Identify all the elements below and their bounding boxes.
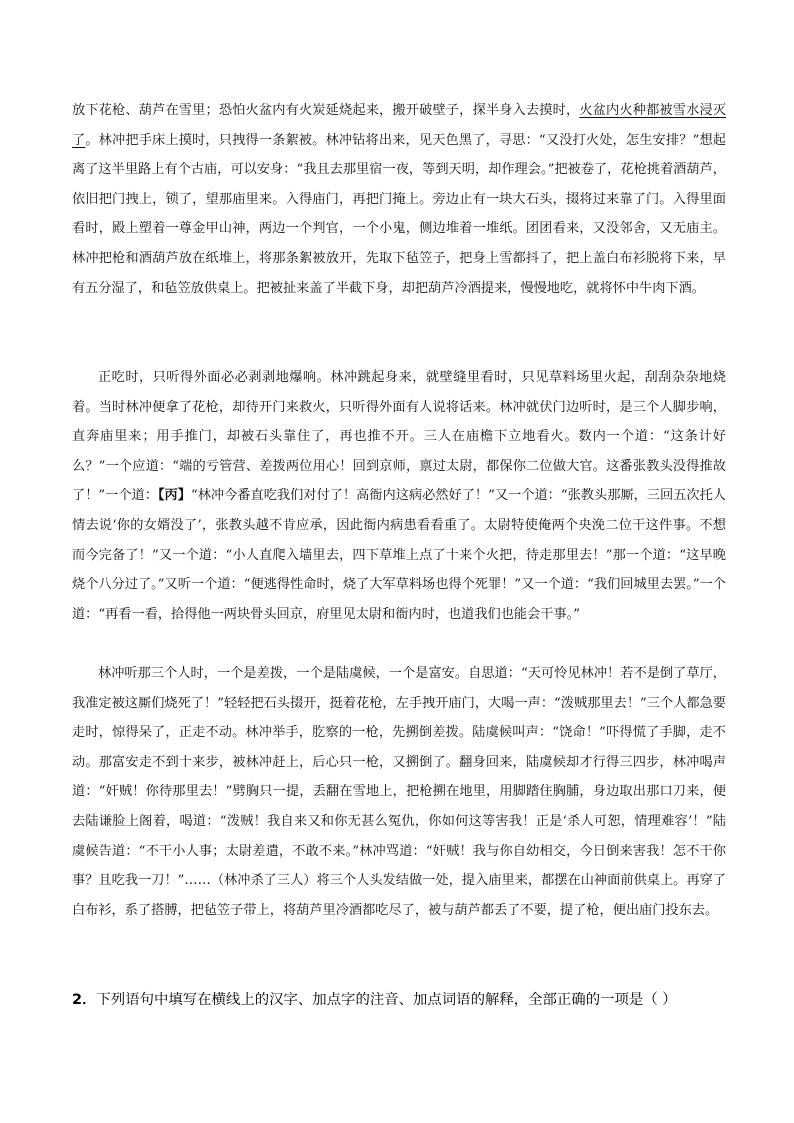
paragraph-text-part: “林冲今番直吃我们对付了！高衙内这病必然好了！”又一个道：“张教头那厮，三回五次托人情去说‘你的女婿没了’，张教头越不肯应承，因此衙内病患看看重了。太尉特使俺两个央浼二位干这件事。不想而今完备了！”又一个道：“小人直爬入墙里去，四下草堆上点了十来个火把，待走那里去！”那一个道：“这早晚烧个八分过了。”又听一个道：“便逃得性命时，烧了大军草料场也得个死罪！”又一个道：“我们回城里去罢。”一个道：“再看一看，拾得他一两块骨头回京，府里见太尉和衙内时，也道我们也能会干事。” [72,488,726,622]
question-text: 下列语句中填写在横线上的汉字、加点字的注音、加点词语的解释，全部正确的一项是（ ） [96,992,677,1008]
paragraph-text [72,659,726,925]
question-2 [72,988,732,1009]
paragraph-text-part: 林冲听那三个人时，一个是差拨，一个是陆虞候，一个是富安。自思道：“天可怜见林冲！若不是倒了草厅，我准定被这厮们烧死了！”轻轻把石头掇开，挺着花枪，左手拽开庙门，大喝一声：“泼贼那里去！”三个人都急要走时，惊得呆了，正走不动。林冲举手，肐察的一枪，先搠倒差拨。陆虞候叫声：“饶命！”吓得慌了手脚，走不动。那富安走不到十来步，被林冲赶上，后心只一枪，又搠倒了。翻身回来，陆虞候却才行得三四步，林冲喝声道：“奸贼！你待那里去！”劈胸只一提，丢翻在雪地上，把枪搠在地里，用脚踏住胸脯，身边取出那口刀来，便去陆谦脸上阁着，喝道：“泼贼！我自来又和你无甚么冤仇，你如何这等害我！正是‘杀人可恕，情理难容’！”陆虞候告道：“不干小人事；太尉差遣，不敢不来。”林冲骂道：“奸贼！我与你自幼相交，今日倒来害我！怎不干你事？且吃我一刀！”……（林冲杀了三人）将三个人头发结做一处，提入庙里来，都摆在山神面前供桌上。再穿了白布衫，系了搭膊，把毡笠子带上，将葫芦里冷酒都吃尽了，被与葫芦都丢了不要，提了枪，便出庙门投东去。 [72,666,726,918]
passage-paragraph-2 [72,363,726,629]
question-number: 2． [72,992,97,1008]
paragraph-text-part: 。林冲把手床上摸时，只拽得一条絮被。林冲钻将出来，见天色黑了，寻思：“又没打火处，怎生安排？”想起离了这半里路上有个古庙，可以安身：“我且去那里宿一夜，等到天明，却作理会。”把被卷了，花枪挑着酒葫芦，依旧把门拽上，锁了，望那庙里来。入得庙门，再把门掩上。旁边止有一块大石头，掇将过来靠了门。入得里面看时，殿上塑着一尊金甲山神，两边一个判官，一个小鬼，侧边堆着一堆纸。团团看来，又没邻舍，又无庙主。林冲把枪和酒葫芦放在纸堆上，将那条絮被放开，先取下毡笠子，把身上雪都抖了，把上盖白布衫脱将下来，早有五分湿了，和毡笠放供桌上。把被扯来盖了半截下身，却把葫芦冷酒提来，慢慢地吃，就将怀中牛肉下酒。 [72,132,726,296]
underlined-sentence: 火盆内火种都被雪水浸灭了 [72,103,727,148]
passage-paragraph-1 [72,96,726,303]
passage-marker: 【丙】 [157,488,191,504]
paragraph-text-part: 正吃时，只听得外面必必剥剥地爆响。林冲跳起身来，就壁缝里看时，只见草料场里火起，刮刮杂杂地烧着。当时林冲便拿了花枪，却待开门来救火，只听得外面有人说将话来。林冲就伏门边听时，是三个人脚步响，直奔庙里来；用手推门，却被石头靠住了，再也推不开。三人在庙檐下立地看火。数内一个道：“这条计好么？”一个应道：“端的亏管营、差拨两位用心！回到京师，禀过太尉，都保你二位做大官。这番张教头没得推故了！”一个道： [72,370,726,504]
passage-paragraph-3 [72,659,726,925]
paragraph-text-part: 放下花枪、葫芦在雪里；恐怕火盆内有火炭延烧起来，搬开破壁子，探半身入去摸时， [72,103,580,118]
paragraph-text [72,96,726,303]
paragraph-text [72,363,726,629]
